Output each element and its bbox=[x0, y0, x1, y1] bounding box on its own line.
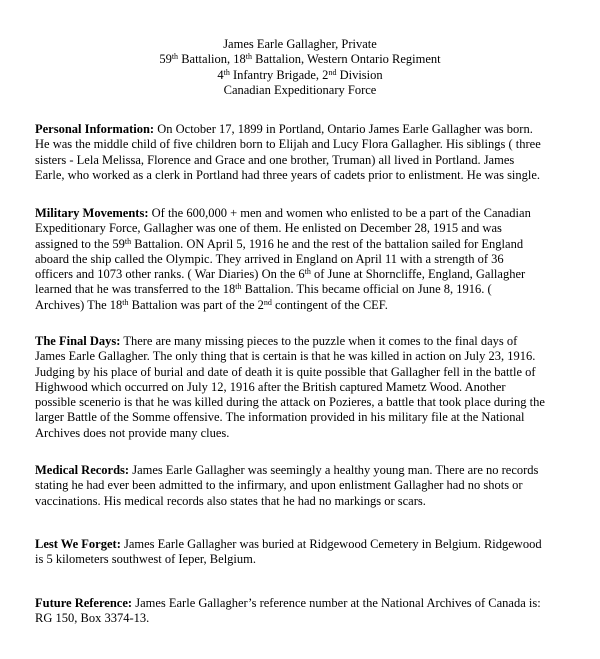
section-heading: Lest We Forget: bbox=[35, 537, 121, 551]
text-run: stating he had ever been admitted to the infirmary, and upon enlistment Gallagher had no shots or bbox=[35, 478, 523, 493]
section-future-reference bbox=[35, 596, 595, 627]
paragraph-line bbox=[35, 596, 595, 611]
text-run: Expeditionary Force, Gallagher was one of them. He enlisted on December 28, 1915 and was bbox=[35, 221, 502, 236]
text-run: RG 150, Box 3374-13. bbox=[35, 611, 150, 626]
text-run: Judging by his place of burial and date of death it is quite possible that Gallagher fell in the battle of bbox=[35, 364, 536, 379]
text-run: Battalion, Western Ontario Regiment bbox=[252, 52, 441, 67]
paragraph-line bbox=[35, 206, 595, 221]
section-lest-we-forget bbox=[35, 537, 595, 568]
superscript-text: th bbox=[245, 52, 252, 62]
text-run: 4 bbox=[217, 67, 224, 82]
paragraph-line bbox=[35, 611, 595, 626]
text-run: Archives does not provide many clues. bbox=[35, 425, 230, 440]
text-run: James Earle Gallagher. The only thing that is certain is that he was killed in action on July 23, 1916. bbox=[35, 349, 536, 364]
text-run: Division bbox=[336, 67, 383, 82]
paragraph-line bbox=[35, 153, 595, 168]
section-heading: Medical Records: bbox=[35, 463, 130, 477]
text-run: learned that he was transferred to the 18 bbox=[35, 282, 236, 297]
title-line bbox=[0, 83, 600, 98]
text-run: James Earle Gallagher was buried at Ridgewood Cemetery in Belgium. Ridgewood bbox=[120, 537, 542, 551]
paragraph-line bbox=[35, 494, 595, 509]
text-run: Battalion. This became official on June 8, 1916. ( bbox=[241, 282, 492, 297]
section-heading: Military Movements: bbox=[35, 206, 149, 220]
paragraph-line bbox=[35, 282, 595, 297]
paragraph-line bbox=[35, 267, 595, 282]
text-run: He was the middle child of five children born to Elijah and Lucy Flora Gallagher. His siblings ( three bbox=[35, 137, 541, 152]
paragraph-line bbox=[35, 122, 595, 137]
text-run: aboard the ship called the Olympic. They arrived in England on April 11 with a strength of 36 bbox=[35, 251, 504, 266]
text-run: possible scenerio is that he was killed during the attack on Pozieres, a battle that took place during the bbox=[35, 395, 545, 410]
section-final-days bbox=[35, 334, 595, 441]
text-run: Battalion was part of the 2 bbox=[128, 297, 264, 312]
paragraph-line bbox=[35, 410, 595, 425]
text-run: On October 17, 1899 in Portland, Ontario James Earle Gallagher was born. bbox=[154, 122, 533, 136]
text-run: contingent of the CEF. bbox=[271, 297, 388, 312]
superscript-text: th bbox=[304, 267, 311, 277]
text-run: is 5 kilometers southwest of Ieper, Belgium. bbox=[35, 552, 256, 567]
paragraph-line bbox=[35, 395, 595, 410]
text-run: James Earle Gallagher, Private bbox=[223, 37, 377, 51]
paragraph-line bbox=[35, 552, 595, 567]
paragraph-line bbox=[35, 478, 595, 493]
superscript-text: nd bbox=[263, 297, 272, 307]
text-run: officers and 1073 other ranks. ( War Diaries) On the 6 bbox=[35, 267, 305, 282]
text-run: Canadian Expeditionary Force bbox=[223, 82, 377, 97]
paragraph-line bbox=[35, 537, 595, 552]
text-run: James Earle Gallagher was seemingly a healthy young man. There are no records bbox=[129, 463, 539, 477]
superscript-text: th bbox=[235, 282, 242, 292]
section-heading: Personal Information: bbox=[35, 122, 155, 136]
text-run: There are many missing pieces to the puzzle when it comes to the final days of bbox=[120, 334, 518, 348]
paragraph-line bbox=[35, 221, 595, 236]
text-run: Of the 600,000 + men and women who enlisted to be a part of the Canadian bbox=[148, 206, 531, 220]
document-title-block bbox=[0, 37, 600, 98]
title-line bbox=[0, 37, 600, 52]
text-run: James Earle Gallagher’s reference number at the National Archives of Canada is: bbox=[132, 596, 541, 610]
superscript-text: th bbox=[171, 52, 179, 62]
paragraph-line bbox=[35, 380, 595, 395]
paragraph-line bbox=[35, 252, 595, 267]
title-line bbox=[0, 68, 600, 83]
text-run: Infantry Brigade, 2 bbox=[229, 67, 329, 82]
section-heading: The Final Days: bbox=[35, 334, 121, 348]
text-run: Archives) The 18 bbox=[35, 297, 123, 312]
paragraph-line bbox=[35, 168, 595, 183]
text-run: Highwood which occurred on July 12, 1916 after the British captured Mametz Wood. Another bbox=[35, 379, 506, 394]
text-run: vaccinations. His medical records also states that he had no markings or scars. bbox=[35, 493, 426, 508]
paragraph-line bbox=[35, 334, 595, 349]
paragraph-line bbox=[35, 426, 595, 441]
superscript-text: th bbox=[124, 236, 132, 246]
text-run: Battalion, 18 bbox=[178, 52, 246, 67]
paragraph-line bbox=[35, 463, 595, 478]
text-run: 59 bbox=[159, 52, 172, 67]
text-run: sisters - Lela Melissa, Florence and Grace and one brother, Truman) all lived in Portland. James bbox=[35, 152, 515, 167]
text-run: larger Battle of the Somme offensive. The information provided in his military file at the National bbox=[35, 410, 525, 425]
paragraph-line bbox=[35, 298, 595, 313]
text-run: Battalion. ON April 5, 1916 he and the rest of the battalion sailed for England bbox=[131, 236, 524, 251]
section-military-movements bbox=[35, 206, 595, 313]
paragraph-line bbox=[35, 137, 595, 152]
section-medical-records bbox=[35, 463, 595, 509]
title-line bbox=[0, 52, 600, 67]
superscript-text: nd bbox=[328, 67, 337, 77]
paragraph-line bbox=[35, 349, 595, 364]
section-personal-information bbox=[35, 122, 595, 183]
text-run: Earle, who worked as a clerk in Portland had three years of cadets prior to enlistment. He was single. bbox=[35, 167, 541, 182]
section-heading: Future Reference: bbox=[35, 596, 133, 610]
paragraph-line bbox=[35, 237, 595, 252]
paragraph-line bbox=[35, 365, 595, 380]
text-run: assigned to the 59 bbox=[35, 236, 125, 251]
superscript-text: th bbox=[223, 67, 230, 77]
text-run: of June at Shorncliffe, England, Gallagher bbox=[310, 267, 526, 282]
superscript-text: th bbox=[122, 297, 129, 307]
